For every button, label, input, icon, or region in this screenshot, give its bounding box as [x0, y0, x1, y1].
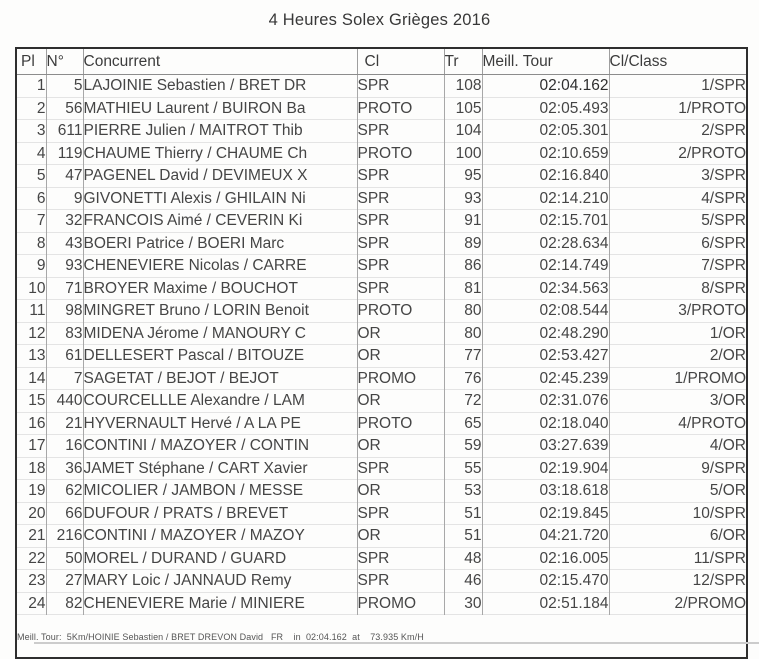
cell-class-rank: 1/SPR	[609, 75, 747, 98]
cell-class: SPR	[357, 570, 444, 593]
cell-best-lap: 02:14.749	[482, 255, 609, 278]
cell-concurrent: BOERI Patrice / BOERI Marc	[83, 232, 357, 255]
cell-laps: 51	[444, 502, 482, 525]
cell-best-lap: 02:05.493	[482, 97, 609, 120]
cell-place: 6	[16, 187, 46, 210]
table-footer	[16, 615, 747, 659]
cell-class-rank: 7/SPR	[609, 255, 747, 278]
cell-best-lap: 02:14.210	[482, 187, 609, 210]
column-header-cl: Cl	[357, 48, 444, 75]
cell-place: 2	[16, 97, 46, 120]
cell-class-rank: 1/PROMO	[609, 367, 747, 390]
cell-class: SPR	[357, 277, 444, 300]
cell-concurrent: DELLESERT Pascal / BITOUZE	[83, 345, 357, 368]
cell-place: 20	[16, 502, 46, 525]
cell-place: 24	[16, 592, 46, 615]
table-row	[16, 165, 747, 188]
cell-laps: 93	[444, 187, 482, 210]
cell-best-lap: 03:18.618	[482, 480, 609, 503]
cell-place: 5	[16, 165, 46, 188]
cell-place: 12	[16, 322, 46, 345]
cell-concurrent: BROYER Maxime / BOUCHOT	[83, 277, 357, 300]
table-row	[16, 210, 747, 233]
cell-number: 62	[46, 480, 83, 503]
cell-class-rank: 9/SPR	[609, 457, 747, 480]
cell-best-lap: 02:28.634	[482, 232, 609, 255]
cell-class: SPR	[357, 187, 444, 210]
table-row	[16, 547, 747, 570]
table-row	[16, 480, 747, 503]
cell-number: 216	[46, 525, 83, 548]
cell-place: 1	[36, 77, 46, 94]
cell-place: 11	[16, 300, 46, 323]
cell-best-lap: 02:19.904	[482, 457, 609, 480]
cell-concurrent: HYVERNAULT Hervé / A LA PE	[83, 412, 357, 435]
cell-best-lap: 02:19.845	[482, 502, 609, 525]
cell-class: OR	[357, 435, 444, 458]
cell-concurrent: JAMET Stéphane / CART Xavier	[83, 457, 357, 480]
column-header-cl-class: Cl/Class	[609, 48, 747, 75]
cell-concurrent: COURCELLLE Alexandre / LAM	[83, 390, 357, 413]
cell-concurrent: MICOLIER / JAMBON / MESSE	[83, 480, 357, 503]
cell-laps: 91	[444, 210, 482, 233]
cell-laps: 59	[444, 435, 482, 458]
cell-best-lap: 02:05.301	[482, 120, 609, 143]
cell-class-rank: 1/PROTO	[609, 97, 747, 120]
table-row	[16, 322, 747, 345]
cell-number: 16	[46, 435, 83, 458]
scan-shadow	[34, 642, 759, 644]
cell-concurrent: MARY Loic / JANNAUD Remy	[83, 570, 357, 593]
column-header-pl: Pl	[16, 48, 46, 75]
cell-best-lap: 02:04.162	[482, 75, 609, 98]
cell-number: 61	[46, 345, 83, 368]
cell-concurrent: CONTINI / MAZOYER / CONTIN	[83, 435, 357, 458]
cell-class-rank: 2/PROTO	[609, 142, 747, 165]
cell-class: SPR	[357, 255, 444, 278]
cell-number: 43	[46, 232, 83, 255]
cell-place: 18	[16, 457, 46, 480]
cell-class: SPR	[357, 120, 444, 143]
cell-concurrent: PAGENEL David / DEVIMEUX X	[83, 165, 357, 188]
cell-class-rank: 5/OR	[609, 480, 747, 503]
cell-class-rank: 6/OR	[609, 525, 747, 548]
cell-class: SPR	[357, 547, 444, 570]
cell-laps: 53	[444, 480, 482, 503]
column-header-tr: Tr	[444, 48, 482, 75]
cell-place: 21	[16, 525, 46, 548]
cell-concurrent: LAJOINIE Sebastien / BRET DR	[83, 75, 357, 98]
cell-concurrent: CHAUME Thierry / CHAUME Ch	[83, 142, 357, 165]
table-row	[16, 435, 747, 458]
cell-number: 71	[46, 277, 83, 300]
cell-best-lap: 03:27.639	[482, 435, 609, 458]
cell-place: 9	[16, 255, 46, 278]
table-row	[16, 502, 747, 525]
cell-best-lap: 02:31.076	[482, 390, 609, 413]
cell-place: 17	[16, 435, 46, 458]
cell-number: 36	[46, 457, 83, 480]
table-row	[16, 592, 747, 615]
cell-class-rank: 3/SPR	[609, 165, 747, 188]
cell-laps: 65	[444, 412, 482, 435]
results-table	[15, 47, 748, 659]
cell-number: 32	[46, 210, 83, 233]
cell-concurrent: MIDENA Jérome / MANOURY C	[83, 322, 357, 345]
footer-row	[16, 615, 747, 659]
cell-number: 21	[46, 412, 83, 435]
cell-place: 15	[16, 390, 46, 413]
cell-concurrent: MINGRET Bruno / LORIN Benoit	[83, 300, 357, 323]
cell-class: PROTO	[357, 97, 444, 120]
table-row	[16, 75, 747, 98]
cell-laps: 30	[444, 592, 482, 615]
cell-best-lap: 02:51.184	[482, 592, 609, 615]
cell-concurrent: CHENEVIERE Nicolas / CARRE	[83, 255, 357, 278]
cell-laps: 76	[444, 367, 482, 390]
best-lap-note: Meill. Tour: 5Km/HOINIE Sebastien / BRET DREVON David FR in 02:04.162 at 73.935 Km/H	[17, 632, 424, 642]
cell-laps: 46	[444, 570, 482, 593]
cell-class-rank: 2/PROMO	[609, 592, 747, 615]
cell-class-rank: 2/SPR	[609, 120, 747, 143]
cell-best-lap: 02:16.005	[482, 547, 609, 570]
table-header	[16, 48, 747, 75]
table-row	[16, 232, 747, 255]
cell-concurrent: CONTINI / MAZOYER / MAZOY	[83, 525, 357, 548]
cell-class: SPR	[357, 502, 444, 525]
cell-number: 66	[46, 502, 83, 525]
cell-place: 3	[16, 120, 46, 143]
cell-class: SPR	[357, 232, 444, 255]
cell-concurrent: DUFOUR / PRATS / BREVET	[83, 502, 357, 525]
cell-class: OR	[357, 525, 444, 548]
cell-number: 119	[46, 142, 83, 165]
table-row	[16, 187, 747, 210]
column-header-num: N°	[46, 48, 83, 75]
cell-concurrent: SAGETAT / BEJOT / BEJOT	[83, 367, 357, 390]
cell-class-rank: 10/SPR	[609, 502, 747, 525]
page-title: 4 Heures Solex Grièges 2016	[268, 11, 491, 29]
table-row	[16, 525, 747, 548]
cell-concurrent: FRANCOIS Aimé / CEVERIN Ki	[83, 210, 357, 233]
cell-number: 98	[46, 300, 83, 323]
cell-laps: 55	[444, 457, 482, 480]
cell-best-lap: 02:08.544	[482, 300, 609, 323]
cell-class-rank: 2/OR	[609, 345, 747, 368]
cell-number: 47	[46, 165, 83, 188]
table-row	[16, 300, 747, 323]
cell-concurrent: MATHIEU Laurent / BUIRON Ba	[83, 97, 357, 120]
cell-laps: 81	[444, 277, 482, 300]
table-row	[16, 277, 747, 300]
cell-best-lap: 02:48.290	[482, 322, 609, 345]
table-row	[16, 412, 747, 435]
results-body	[16, 75, 747, 615]
cell-class: SPR	[357, 75, 444, 98]
cell-laps: 80	[444, 322, 482, 345]
cell-laps: 105	[444, 97, 482, 120]
header-row	[16, 48, 747, 75]
cell-laps: 104	[444, 120, 482, 143]
cell-best-lap: 02:10.659	[482, 142, 609, 165]
cell-class-rank: 3/PROTO	[609, 300, 747, 323]
cell-laps: 72	[444, 390, 482, 413]
cell-best-lap: 04:21.720	[482, 525, 609, 548]
cell-number: 50	[46, 547, 83, 570]
cell-best-lap: 02:34.563	[482, 277, 609, 300]
cell-laps: 86	[444, 255, 482, 278]
cell-number: 83	[46, 322, 83, 345]
table-row	[16, 142, 747, 165]
table-row	[16, 457, 747, 480]
cell-number: 5	[46, 75, 83, 98]
cell-concurrent: PIERRE Julien / MAITROT Thib	[83, 120, 357, 143]
cell-laps: 95	[444, 165, 482, 188]
cell-class-rank: 4/OR	[609, 435, 747, 458]
cell-concurrent: GIVONETTI Alexis / GHILAIN Ni	[83, 187, 357, 210]
cell-place: 10	[16, 277, 46, 300]
cell-place: 13	[16, 345, 46, 368]
cell-best-lap: 02:15.470	[482, 570, 609, 593]
cell-class: SPR	[357, 165, 444, 188]
cell-class: SPR	[357, 210, 444, 233]
cell-place: 4	[16, 142, 46, 165]
cell-place: 7	[16, 210, 46, 233]
cell-number: 82	[46, 592, 83, 615]
cell-class-rank: 5/SPR	[609, 210, 747, 233]
cell-best-lap: 02:53.427	[482, 345, 609, 368]
table-row	[16, 345, 747, 368]
cell-number: 93	[46, 255, 83, 278]
cell-place: 23	[16, 570, 46, 593]
cell-number: 9	[46, 187, 83, 210]
cell-place: 19	[16, 480, 46, 503]
cell-laps: 48	[444, 547, 482, 570]
cell-concurrent: MOREL / DURAND / GUARD	[83, 547, 357, 570]
table-row	[16, 120, 747, 143]
table-row	[16, 367, 747, 390]
cell-best-lap: 02:18.040	[482, 412, 609, 435]
cell-class-rank: 6/SPR	[609, 232, 747, 255]
cell-laps: 89	[444, 232, 482, 255]
table-row	[16, 255, 747, 278]
cell-laps: 77	[444, 345, 482, 368]
cell-class-rank: 4/PROTO	[609, 412, 747, 435]
cell-class: PROMO	[357, 592, 444, 615]
cell-class: SPR	[357, 457, 444, 480]
column-header-concurrent: Concurrent	[83, 48, 357, 75]
cell-class-rank: 3/OR	[609, 390, 747, 413]
table-row	[16, 570, 747, 593]
cell-place: 14	[16, 367, 46, 390]
cell-class-rank: 8/SPR	[609, 277, 747, 300]
cell-number: 56	[46, 97, 83, 120]
cell-laps: 51	[444, 525, 482, 548]
cell-laps: 108	[444, 75, 482, 98]
cell-class-rank: 11/SPR	[609, 547, 747, 570]
cell-best-lap: 02:15.701	[482, 210, 609, 233]
cell-class-rank: 1/OR	[609, 322, 747, 345]
cell-number: 27	[46, 570, 83, 593]
footer-cell	[16, 615, 747, 659]
column-header-meill-tour: Meill. Tour	[482, 48, 609, 75]
cell-concurrent: CHENEVIERE Marie / MINIERE	[83, 592, 357, 615]
cell-best-lap: 02:45.239	[482, 367, 609, 390]
cell-class: OR	[357, 322, 444, 345]
cell-number: 611	[46, 120, 83, 143]
cell-class: OR	[357, 390, 444, 413]
cell-class: OR	[357, 345, 444, 368]
cell-class: PROTO	[357, 300, 444, 323]
cell-laps: 100	[444, 142, 482, 165]
cell-class: PROTO	[357, 412, 444, 435]
cell-best-lap: 02:16.840	[482, 165, 609, 188]
cell-place: 8	[16, 232, 46, 255]
cell-laps: 80	[444, 300, 482, 323]
cell-class-rank: 4/SPR	[609, 187, 747, 210]
cell-class: PROTO	[357, 142, 444, 165]
cell-number: 440	[46, 390, 83, 413]
cell-class-rank: 12/SPR	[609, 570, 747, 593]
table-row	[16, 390, 747, 413]
cell-place: 16	[16, 412, 46, 435]
cell-place: 22	[16, 547, 46, 570]
table-row	[16, 97, 747, 120]
cell-class: PROMO	[357, 367, 444, 390]
cell-number: 7	[46, 367, 83, 390]
cell-class: OR	[357, 480, 444, 503]
